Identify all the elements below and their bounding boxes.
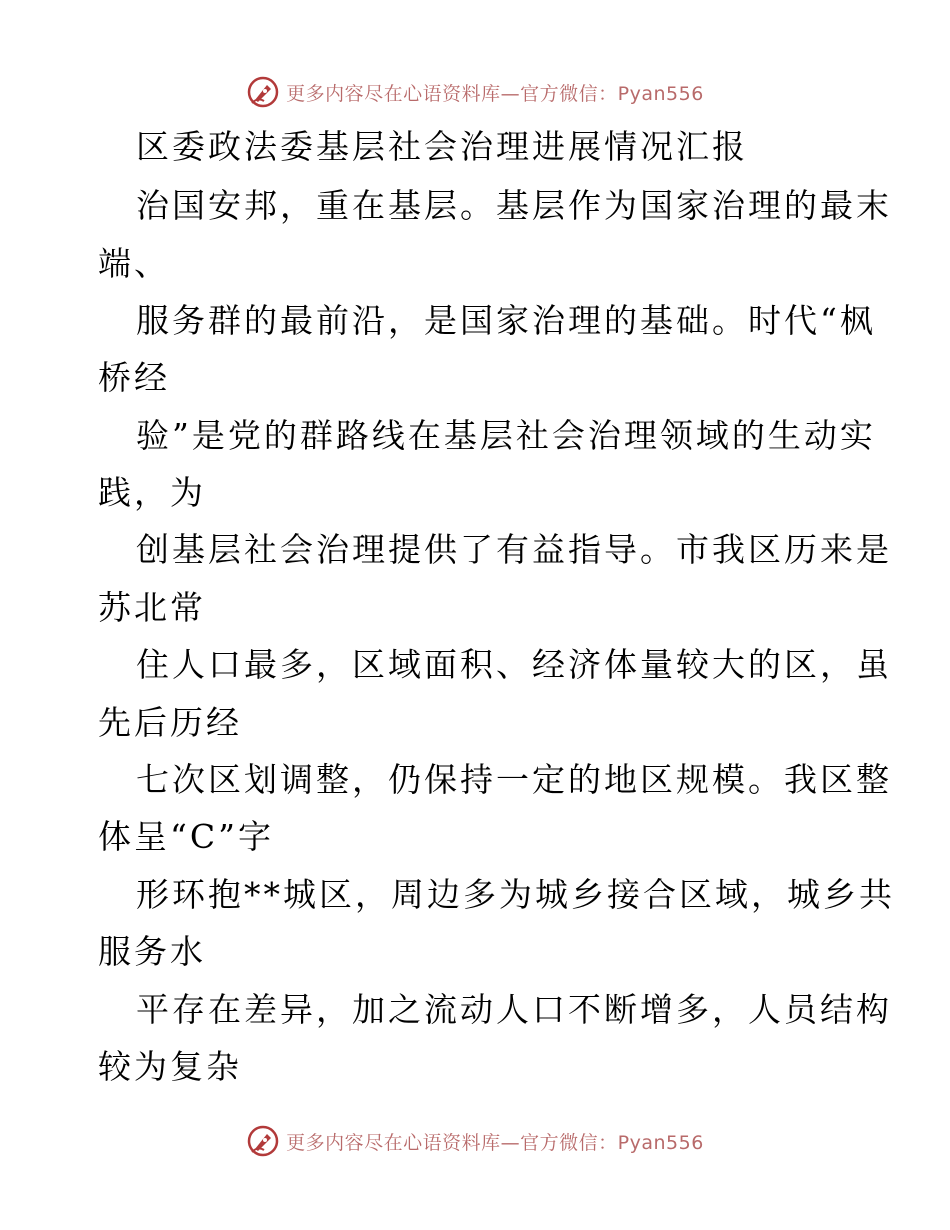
paragraph-line: 践，为	[98, 473, 206, 512]
footer-watermark	[0, 1121, 950, 1161]
paragraph-line: 形环抱**城区，周边多为城乡接合区域，城乡共	[136, 875, 895, 914]
paragraph-line: 创基层社会治理提供了有益指导。市我区历来是	[136, 530, 892, 569]
paragraph-line: 端、	[98, 244, 170, 283]
paragraph-line: 桥经	[98, 358, 170, 397]
pen-nib-seal-icon	[246, 75, 280, 109]
paragraph-line: 服务群的最前沿，是国家治理的基础。时代“枫	[136, 301, 876, 340]
paragraph-line: 平存在差异，加之流动人口不断增多，人员结构	[136, 990, 892, 1029]
paragraph-line: 住人口最多，区域面积、经济体量较大的区，虽	[136, 645, 892, 684]
paragraph-line: 体呈“C”字	[98, 817, 274, 856]
watermark-text: 更多内容尽在心语资料库—官方微信：Pyan556	[286, 1131, 704, 1154]
watermark-text: 更多内容尽在心语资料库—官方微信：Pyan556	[286, 82, 704, 105]
document-title: 区委政法委基层社会治理进展情况汇报	[136, 127, 748, 166]
header-watermark	[0, 72, 950, 112]
paragraph-line: 验”是党的群路线在基层社会治理领域的生动实	[136, 416, 876, 455]
paragraph-line: 服务水	[98, 932, 206, 971]
paragraph-line: 先后历经	[98, 703, 242, 742]
paragraph-line: 治国安邦，重在基层。基层作为国家治理的最末	[136, 186, 892, 225]
paragraph-line: 较为复杂	[98, 1047, 242, 1086]
paragraph-line: 七次区划调整，仍保持一定的地区规模。我区整	[136, 760, 892, 799]
paragraph-line: 苏北常	[98, 588, 206, 627]
pen-nib-seal-icon	[246, 1124, 280, 1158]
